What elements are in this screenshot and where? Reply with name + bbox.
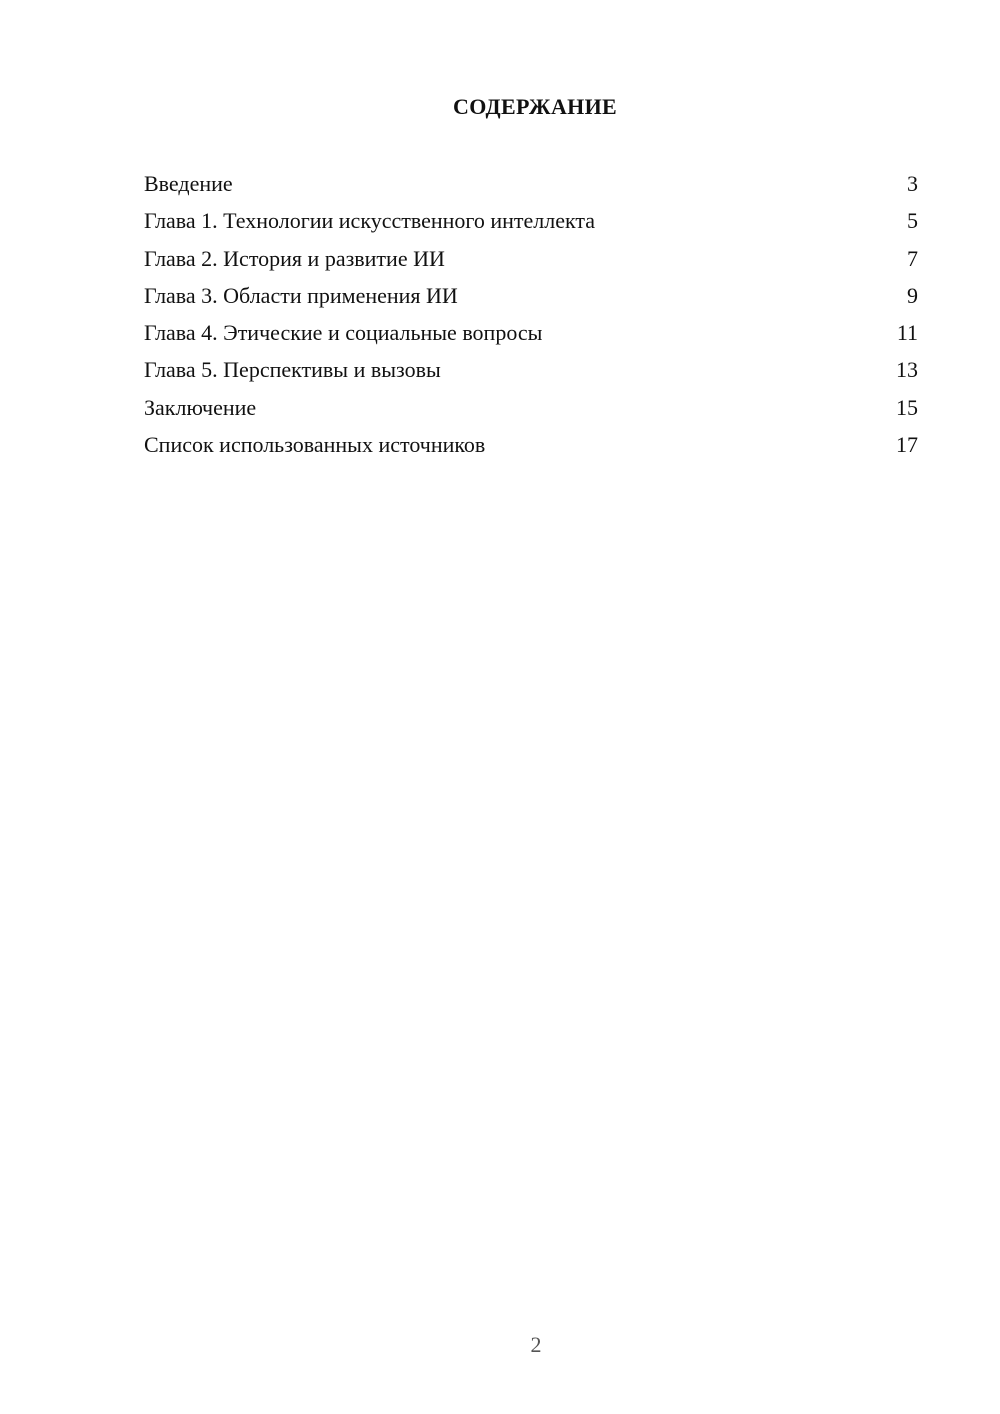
toc-entry xyxy=(144,281,918,318)
toc-entry xyxy=(144,393,918,430)
toc-entry-page: 9 xyxy=(907,282,918,308)
toc-entry-page: 11 xyxy=(896,320,918,346)
toc-entry-page: 15 xyxy=(896,394,918,420)
toc-entry xyxy=(144,169,918,206)
toc-entry xyxy=(144,318,918,355)
toc-entry xyxy=(144,355,918,392)
page-number: 2 xyxy=(530,1332,542,1357)
toc-entry-title: Заключение xyxy=(144,394,257,420)
toc-entry xyxy=(144,430,918,467)
toc-entry-title: Список использованных источников xyxy=(144,432,486,458)
toc-entry-title: Введение xyxy=(144,171,233,196)
table-of-contents xyxy=(144,169,918,467)
toc-entry-title: Глава 3. Области применения ИИ xyxy=(144,282,458,308)
toc-entry-page: 5 xyxy=(907,208,918,234)
toc-entry-page: 3 xyxy=(907,171,918,196)
toc-entry-title: Глава 5. Перспективы и вызовы xyxy=(144,357,441,383)
toc-entry-title: Глава 2. История и развитие ИИ xyxy=(144,245,445,271)
toc-entry-page: 13 xyxy=(896,357,918,383)
toc-entry-page: 7 xyxy=(907,245,918,271)
toc-entry-page: 17 xyxy=(896,432,918,458)
toc-entry xyxy=(144,206,918,243)
toc-heading: СОДЕРЖАНИЕ xyxy=(453,94,617,119)
toc-entry-title: Глава 4. Этические и социальные вопросы xyxy=(144,320,543,346)
toc-entry xyxy=(144,244,918,281)
toc-entry-title: Глава 1. Технологии искусственного интеллекта xyxy=(144,208,596,234)
